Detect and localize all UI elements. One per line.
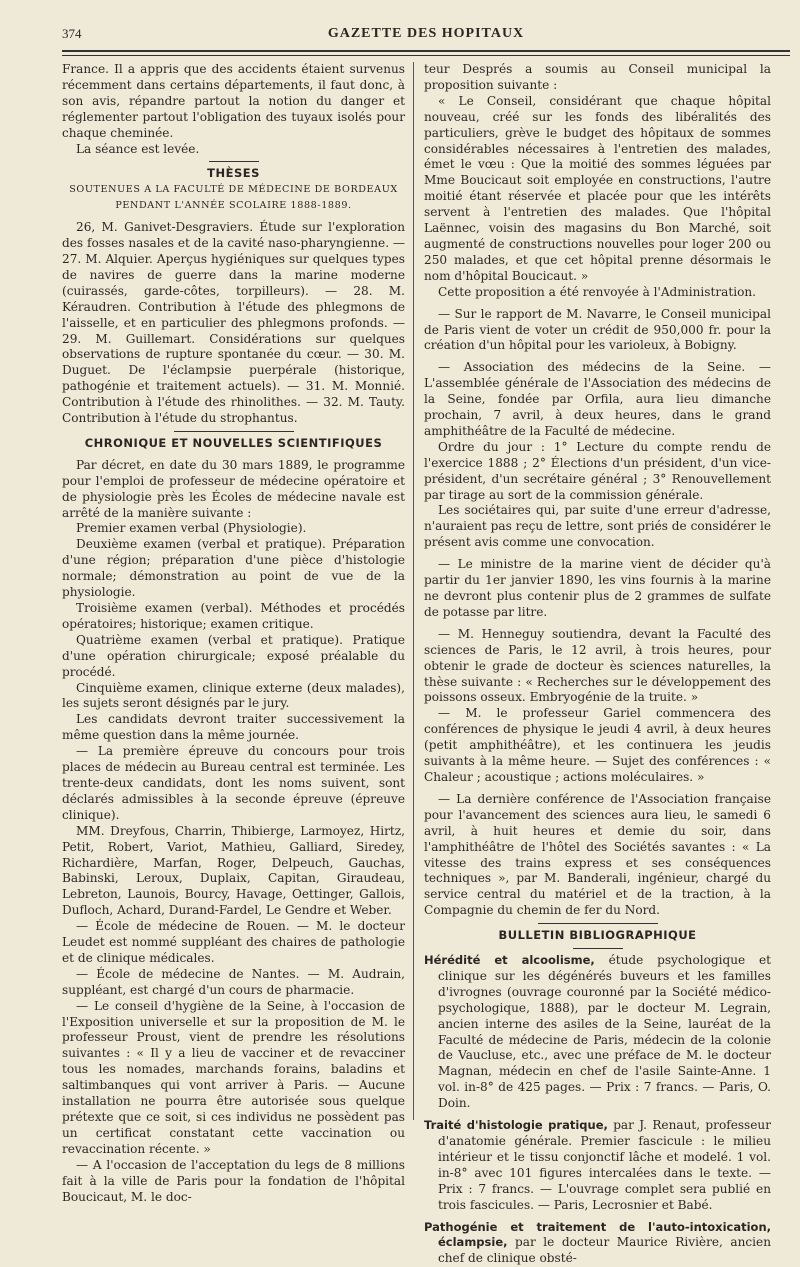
paragraph: — La dernière conférence de l'Association française pour l'avancement des sciences aura lieu, le samedi 6 avril, à huit heures et demie du soir, dans l'amphithéâtre de l'hôtel des Sociétés savantes : « La vitesse des trains express et ses conséquences techniques », par M. Banderali, ingénieur, chargé du service central du matériel et de la traction, à la Compagnie du chemin de fer du Nord.: [424, 791, 771, 918]
paragraph: Deuxième examen (verbal et pratique). Préparation d'une région; préparation d'une pièce d'histologie normale; démonstration au point de vue de la physiologie.: [62, 537, 405, 600]
book-title: Traité d'histologie pratique,: [424, 1118, 608, 1133]
header-rule-thick: [62, 50, 790, 52]
book-description: étude psychologique et clinique sur les dégénérés buveurs et les familles d'ivrognes (ouvrage couronné par la Société médico-psychologique, 1888), par le docteur M. Legrain, ancien interne des asiles de la Seine, lauréat de la Faculté de médecine de Paris, médecin de la colonie de Vaucluse, etc., avec une préface de M. le docteur Magnan, médecin en chef de l'asile Sainte-Anne. 1 vol. in-8° de 425 pages. — Prix : 7 francs. — Paris, O. Doin.: [438, 953, 771, 1111]
theses-subtitle: PENDANT L'ANNÉE SCOLAIRE 1888-1889.: [115, 200, 352, 212]
separator: [538, 923, 658, 924]
paragraph: — Association des médecins de la Seine. — L'assemblée générale de l'Association des médecins de la Seine, fondée par Orfila, aura lieu dimanche prochain, 7 avril, à deux heures, dans le grand amphithéâtre de la Faculté de médecine.: [424, 360, 771, 438]
paragraph: MM. Dreyfous, Charrin, Thibierge, Larmoyez, Hirtz, Petit, Robert, Variot, Mathieu, Galliard, Siredey, Richardière, Marfan, Roger, Delpeuch, Gauchas, Babinski, Leroux, Duplaix, Capitan, Giraudeau, Lebreton, Launois, Bourcy, Havage, Oettinger, Gallois, Dufloch, Achard, Durand-Fardel, Le Gendre et Weber.: [62, 823, 405, 918]
paragraph: Les candidats devront traiter successivement la même question dans la même journée.: [62, 712, 405, 743]
paragraph: Cinquième examen, clinique externe (deux malades), les sujets seront désignés par le jury.: [62, 680, 405, 711]
paragraph: — École de médecine de Nantes. — M. Audrain, suppléant, est chargé d'un cours de pharmacie.: [62, 966, 405, 997]
section-title-theses: THÈSES: [207, 166, 260, 181]
paragraph: 26, M. Ganivet-Desgraviers. Étude sur l'exploration des fosses nasales et de la cavité naso-pharyngienne. — 27. M. Alquier. Aperçus hygiéniques sur quelques types de navires de guerre dans la marine moderne (cuirassés, garde-côtes, torpilleurs). — 28. M. Kéraudren. Contribution à l'étude des phlegmons de l'aisselle, et en particulier des phlegmons profonds. — 29. M. Guillemart. Considérations sur quelques observations de rupture spontanée du cœur. — 30. M. Duguet. De l'éclampsie puerpérale (historique, pathogénie et traitement actuels). — 31. M. Monnié. Contribution à l'étude des rhinolithes. — 32. M. Tauty. Contribution à l'étude du strophantus.: [62, 220, 405, 426]
paragraph: — A l'occasion de l'acceptation du legs de 8 millions fait à la ville de Paris pour la fondation de l'hôpital Boucicaut, M. le doc-: [62, 1157, 405, 1204]
paragraph: Premier examen verbal (Physiologie).: [76, 521, 307, 536]
right-column: [424, 62, 771, 1267]
page-header: [62, 24, 790, 44]
column-divider: [413, 62, 414, 1120]
paragraph: Cette proposition a été renvoyée à l'Administration.: [438, 284, 756, 299]
separator: [573, 948, 623, 949]
section-title-bulletin: BULLETIN BIBLIOGRAPHIQUE: [498, 928, 697, 943]
left-column: [62, 62, 405, 1205]
theses-subtitle: SOUTENUES A LA FACULTÉ DE MÉDECINE DE BORDEAUX: [69, 184, 398, 196]
section-title-chronique: CHRONIQUE ET NOUVELLES SCIENTIFIQUES: [84, 435, 383, 450]
paragraph: — La première épreuve du concours pour trois places de médecin au Bureau central est terminée. Les trente-deux candidats, dont les noms suivent, sont déclarés admissibles à la seconde épreuve (épreuve clinique).: [62, 744, 405, 822]
paragraph: France. Il a appris que des accidents étaient survenus récemment dans certains départements, il faut donc, à son avis, répandre partout la notion du danger et réglementer partout l'obligation des tuyaux isolés pour chaque cheminée.: [62, 62, 405, 140]
paragraph: — M. le professeur Gariel commencera des conférences de physique le jeudi 4 avril, à deux heures (petit amphithéâtre), et les continuera les jeudis suivants à la même heure. — Sujet des conférences : « Chaleur ; acoustique ; actions moléculaires. »: [424, 706, 771, 784]
paragraph: Quatrième examen (verbal et pratique). Pratique d'une opération chirurgicale; exposé préalable du procédé.: [62, 632, 405, 679]
page-number: 374: [62, 26, 82, 41]
paragraph: Ordre du jour : 1° Lecture du compte rendu de l'exercice 1888 ; 2° Élections d'un président, d'un vice-président, d'un secrétaire général ; 3° Renouvellement par tirage au sort de la commission générale.: [424, 439, 771, 502]
paragraph: — Le ministre de la marine vient de décider qu'à partir du 1er janvier 1890, les vins fournis à la marine ne devront plus contenir plus de 2 grammes de sulfate de potasse par litre.: [424, 557, 771, 619]
journal-title: GAZETTE DES HOPITAUX: [327, 26, 525, 41]
bibliography-entry: [424, 1118, 771, 1213]
book-title: Hérédité et alcoolisme,: [424, 953, 595, 968]
separator: [209, 161, 259, 162]
paragraph: teur Després a soumis au Conseil municipal la proposition suivante :: [424, 62, 771, 92]
paragraph: — Le conseil d'hygiène de la Seine, à l'occasion de l'Exposition universelle et sur la proposition de M. le professeur Proust, vient de prendre les résolutions suivantes : « Il y a lieu de vacciner et de revacciner tous les nomades, marchands forains, baladins et saltimbanques qui vont arriver à Paris. — Aucune installation ne pourra être autorisée sous quelque prétexte que ce soit, si ces individus ne possèdent pas un certificat constatant cette vaccination ou revaccination récente. »: [62, 998, 405, 1156]
book-description: par le docteur Maurice Rivière, ancien chef de clinique obsté-: [438, 1235, 771, 1266]
paragraph: « Le Conseil, considérant que chaque hôpital nouveau, créé sur les fonds des libéralités des particuliers, grève le budget des hôpitaux de sommes considérables nécessaires à l'entretien des malades, émet le vœu : Que la moitié des sommes léguées par Mme Boucicaut soit employée en constructions, l'autre moitié étant réservée et placée pour que les intérêts servent à l'entretien des malades. Que l'hôpital Laënnec, voisin des magasins du Bon Marché, soit augmenté de constructions nouvelles pour loger 200 ou 250 malades, et que cet hôpital prenne désormais le nom d'hôpital Boucicaut. »: [424, 93, 771, 283]
bibliography-entry: [424, 1220, 771, 1267]
paragraph: — École de médecine de Rouen. — M. le docteur Leudet est nommé suppléant des chaires de pathologie et de clinique médicales.: [62, 919, 405, 965]
book-description: par J. Renaut, professeur d'anatomie générale. Premier fascicule : le milieu intérieur et le tissu conjonctif lâche et modelé. 1 vol. in-8° avec 101 figures intercalées dans le texte. — Prix : 7 francs. — L'ouvrage complet sera publié en trois fascicules. — Paris, Lecrosnier et Babé.: [438, 1118, 771, 1212]
paragraph: La séance est levée.: [76, 141, 200, 156]
paragraph: Par décret, en date du 30 mars 1889, le programme pour l'emploi de professeur de médecine opératoire et de physiologie près les Écoles de médecine navale est arrêté de la manière suivante :: [62, 457, 405, 520]
paragraph: — M. Henneguy soutiendra, devant la Faculté des sciences de Paris, le 12 avril, à trois heures, pour obtenir le grade de docteur ès sciences naturelles, la thèse suivante : « Recherches sur le développement des poissons osseux. Embryogénie de la truite. »: [424, 626, 771, 705]
paragraph: Les sociétaires qui, par suite d'une erreur d'adresse, n'auraient pas reçu de lettre, sont priés de considérer le présent avis comme une convocation.: [424, 503, 771, 550]
paragraph: Troisième examen (verbal). Méthodes et procédés opératoires; historique; examen critique.: [62, 601, 405, 631]
bibliography-entry: [424, 953, 771, 1112]
book-title: Pathogénie et traitement de l'auto-intoxication, éclampsie,: [424, 1219, 771, 1250]
header-rule-thin: [62, 55, 790, 56]
separator: [174, 431, 294, 432]
paragraph: — Sur le rapport de M. Navarre, le Conseil municipal de Paris vient de voter un crédit de 950,000 fr. pour la création d'un hôpital pour les varioleux, à Bobigny.: [424, 306, 771, 353]
